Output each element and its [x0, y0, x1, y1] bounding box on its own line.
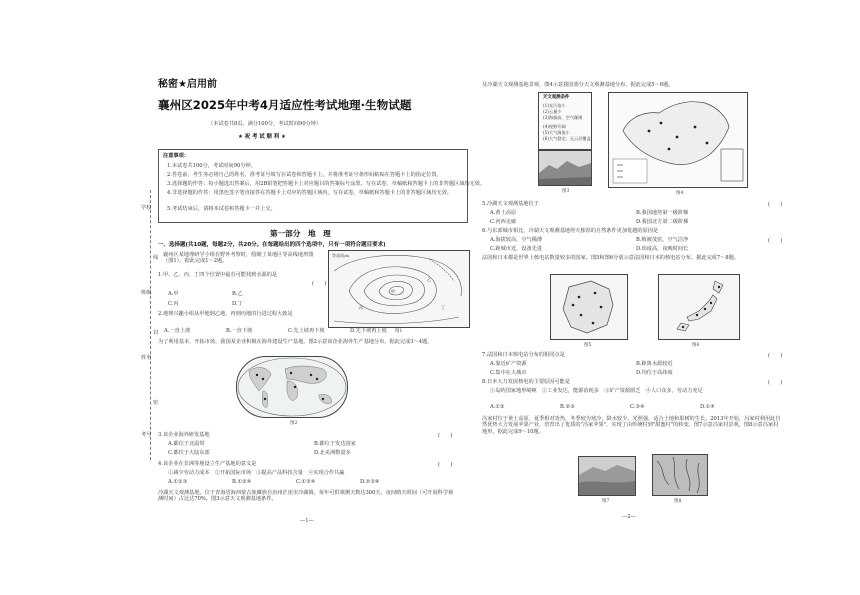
option: A.一直上坡	[164, 328, 191, 334]
exam-info: （本试卷共8页，满分100分，考试时间90分钟）	[208, 121, 322, 127]
box-item: (5)大气湍流小	[543, 130, 570, 135]
option: B.距离水源较近	[636, 361, 673, 367]
box-item: (4)视野开阔	[543, 124, 566, 129]
figure-7-photo	[578, 456, 636, 496]
answer-blank: ( )	[768, 202, 783, 208]
contour-point: 乙	[427, 277, 431, 282]
side-mark: 线	[153, 255, 159, 261]
contour-point: 甲	[391, 289, 395, 294]
option: A.都位于北温带	[168, 441, 205, 447]
figure-3-caption: 图3	[562, 189, 570, 194]
good-luck-line: ★ 祝 考 试 顺 利 ★	[238, 134, 286, 140]
question-2: 2.地理兴趣小组从甲地到乙地，再到丙地的行进过程大致是	[158, 311, 293, 317]
question-4: 4.该企业在非洲等地设立生产基地的意义是	[158, 461, 257, 467]
figure-3-photo	[538, 150, 592, 186]
figure-1-caption: 图1	[395, 329, 403, 334]
option: B.②③	[560, 404, 575, 410]
option: D.②③④	[360, 479, 380, 485]
question-1: 1.甲、乙、丙、丁四个位置中最有可能找到水源的是	[158, 272, 278, 278]
note-item: 2.答卷前，考生务必将自己的姓名、准考证号填写在试卷和答题卡上，并将准考证号条形码粘贴在答题卡上的指定位置。	[167, 172, 442, 178]
option: B.一直下坡	[226, 328, 253, 334]
question-7: 7.法国和日本核电站分布的相同点是	[482, 352, 565, 358]
option: A.甲	[168, 291, 179, 297]
option: D.均位于高纬度	[636, 370, 673, 376]
figure-4-caption: 图4	[676, 191, 684, 196]
side-mark: 封	[153, 330, 159, 336]
section-heading: 一、选择题(共10题，每题2分，共20分。在每题给出的四个选项中，只有一项符合题目要求)	[158, 242, 386, 248]
box-item: (2)云量少	[543, 109, 562, 114]
figure-5-france-map	[550, 274, 628, 340]
figure-legend: 等高线/m	[332, 253, 350, 258]
figure-8-photo	[652, 454, 708, 496]
box-item: (6)大气稳定，无云层覆盖	[543, 136, 591, 141]
note-item: 4.非选择题的作答：用黑色签字笔直接答在答题卡上对应的答题区域内。写在试卷、草稿纸和答题卡上的非答题区域均无效。	[167, 190, 453, 196]
option: B.植被茂密，空气洁净	[636, 237, 689, 243]
option: C.①③④	[296, 479, 316, 485]
figure-6-japan-map	[658, 274, 740, 340]
right-page	[430, 0, 860, 595]
question-intro: 冷湖天文观测基地，位于青海省海西蒙古族藏族自治州茫崖市冷湖镇，每年可供观测天数达300天，夜间晴天时间（可开展科学观测时间）占比达70%。图3示意天文观测基地条件。	[158, 490, 454, 503]
answer-blank: ( )	[438, 433, 453, 439]
figure-4-china-map	[608, 92, 748, 188]
note-item: 1.本试卷共100分，考试时间90分钟。	[167, 163, 256, 169]
question-6: 6.与东部城市相比，冷湖天文观测基地得天独厚的自然条件更加优越的原因是	[482, 228, 659, 234]
side-label: 姓名	[141, 355, 152, 361]
contour-point: 丙	[359, 305, 363, 310]
world-map	[237, 357, 347, 417]
box-title: 天文观测条件	[543, 95, 570, 100]
part-title: 第一部分 地 理	[270, 229, 331, 238]
option: A.①②	[490, 404, 505, 410]
side-mark: 密	[153, 400, 159, 406]
figure-2-caption: 图2	[290, 421, 298, 426]
question-5: 5.冷湖天文观测基地位于	[482, 201, 539, 207]
question-intro: 冯家村位于黄土高原，夏季相对炎热，冬季较为寒冷，降水较少，光照强，适合土地和果树的生长。2013年开始，冯家村利用此自然优势大力发展苹果产业，培育出了优质的"冯家苹果"，实现了由传统村到"甜蜜村"的转变。图7示意冯家村景观，图8示意冯家村地形。据此完成9～10题。	[482, 416, 781, 435]
question-items: ①减少劳动力成本 ②开拓国际市场 ③提高产品科技含量 ④实现合作共赢	[168, 470, 345, 476]
binding-line	[150, 190, 151, 460]
option: D.先下坡再上坡	[350, 328, 387, 334]
option: A.黄土高原	[490, 210, 517, 216]
secret-label: 秘密★启用前	[158, 79, 217, 90]
observation-conditions-box	[538, 92, 592, 150]
note-item: 3.选择题的作答：每小题选出答案后，用2B铅笔把答题卡上对应题目的答案标号涂黑。写在试卷、草稿纸和答题卡上的非答题区域均无效。	[167, 181, 486, 187]
answer-blank: ( )	[768, 380, 783, 386]
option: C.距城市近，设备先进	[490, 246, 543, 252]
notes-title: 注意事项：	[163, 153, 189, 159]
figure-6-caption: 图6	[692, 343, 700, 348]
question-items: ①岛屿国家地形崎岖 ②工业发达，能源消耗多 ③矿产资源匮乏 ④人口众多，劳动力充足	[490, 388, 703, 394]
side-label: 学校	[141, 205, 152, 211]
answer-blank: ( )	[768, 238, 783, 244]
figure-7-caption: 图7	[602, 499, 610, 504]
question-3: 3.该企业海外研发基地	[158, 432, 210, 438]
figure-2-world-map	[236, 356, 348, 418]
question-intro: 襄州区某地理研学小组在野外考察时，绘制了某地区等高线地形图（图1）。据此完成1～2题。	[163, 252, 314, 265]
exam-title: 襄州区2025年中考4月适应性考试地理·生物试题	[158, 98, 412, 112]
question-8: 8.日本大力发展核电的主要原因可能是	[482, 379, 570, 385]
side-label: 考号	[141, 432, 152, 438]
answer-blank: ( )	[438, 462, 453, 468]
answer-blank: ( )	[768, 353, 783, 359]
answer-blank: ( )	[312, 281, 327, 287]
option: B.①②④	[232, 479, 252, 485]
option: A.①②③	[168, 479, 188, 485]
option: B.我国地势第一级阶梯	[636, 210, 689, 216]
option: D.丁	[232, 301, 243, 307]
option: D.纬度高，夜晚时间长	[636, 246, 689, 252]
page-number: —2—	[622, 514, 636, 520]
box-item: (3)海拔高，空气稀薄	[543, 115, 583, 120]
question-intro: 为了利用基本、开拓市场，我国某企业积极在海外建设生产基地。图2示意该企业海外生产基地分布。据此完成3～4题。	[158, 339, 433, 345]
side-label: 班级	[141, 290, 152, 296]
figure-5-caption: 图5	[584, 343, 592, 348]
option: A.靠近矿产资源	[490, 361, 527, 367]
option: C.集中在大城市	[490, 370, 527, 376]
option: C.丙	[168, 301, 179, 307]
figure-8-caption: 图8	[674, 499, 682, 504]
option: C.都位于大陆东部	[168, 450, 210, 456]
option: C.河西走廊	[490, 219, 517, 225]
box-item: (1)光污染小	[543, 103, 566, 108]
question-intro: 法国和日本都是世界上核电站数量较多的国家。图5和图6分别示意法国和日本的核电站分布。据此完成7～8题。	[482, 255, 740, 261]
option: D.我国北方第二级阶梯	[636, 219, 689, 225]
notes-box	[158, 149, 486, 223]
contour-point: 丁	[441, 305, 445, 310]
option: A.海拔较高，空气稀薄	[490, 237, 543, 243]
note-item: 5.考试结束后，请将本试卷和答题卡一并上交。	[167, 206, 276, 212]
option: C.先上坡再下坡	[288, 328, 325, 334]
option: B.都位于发达国家	[314, 441, 356, 447]
option: B.乙	[232, 291, 243, 297]
option: D.北美洲数量多	[314, 450, 351, 456]
continued-intro: 及冷湖天文观测基地景观，图4示意我国部分天文观测基地分布。据此完成5～6题。	[482, 82, 674, 88]
page-number: —1—	[300, 518, 314, 524]
option: C.③④	[630, 404, 645, 410]
option: D.①④	[700, 404, 715, 410]
